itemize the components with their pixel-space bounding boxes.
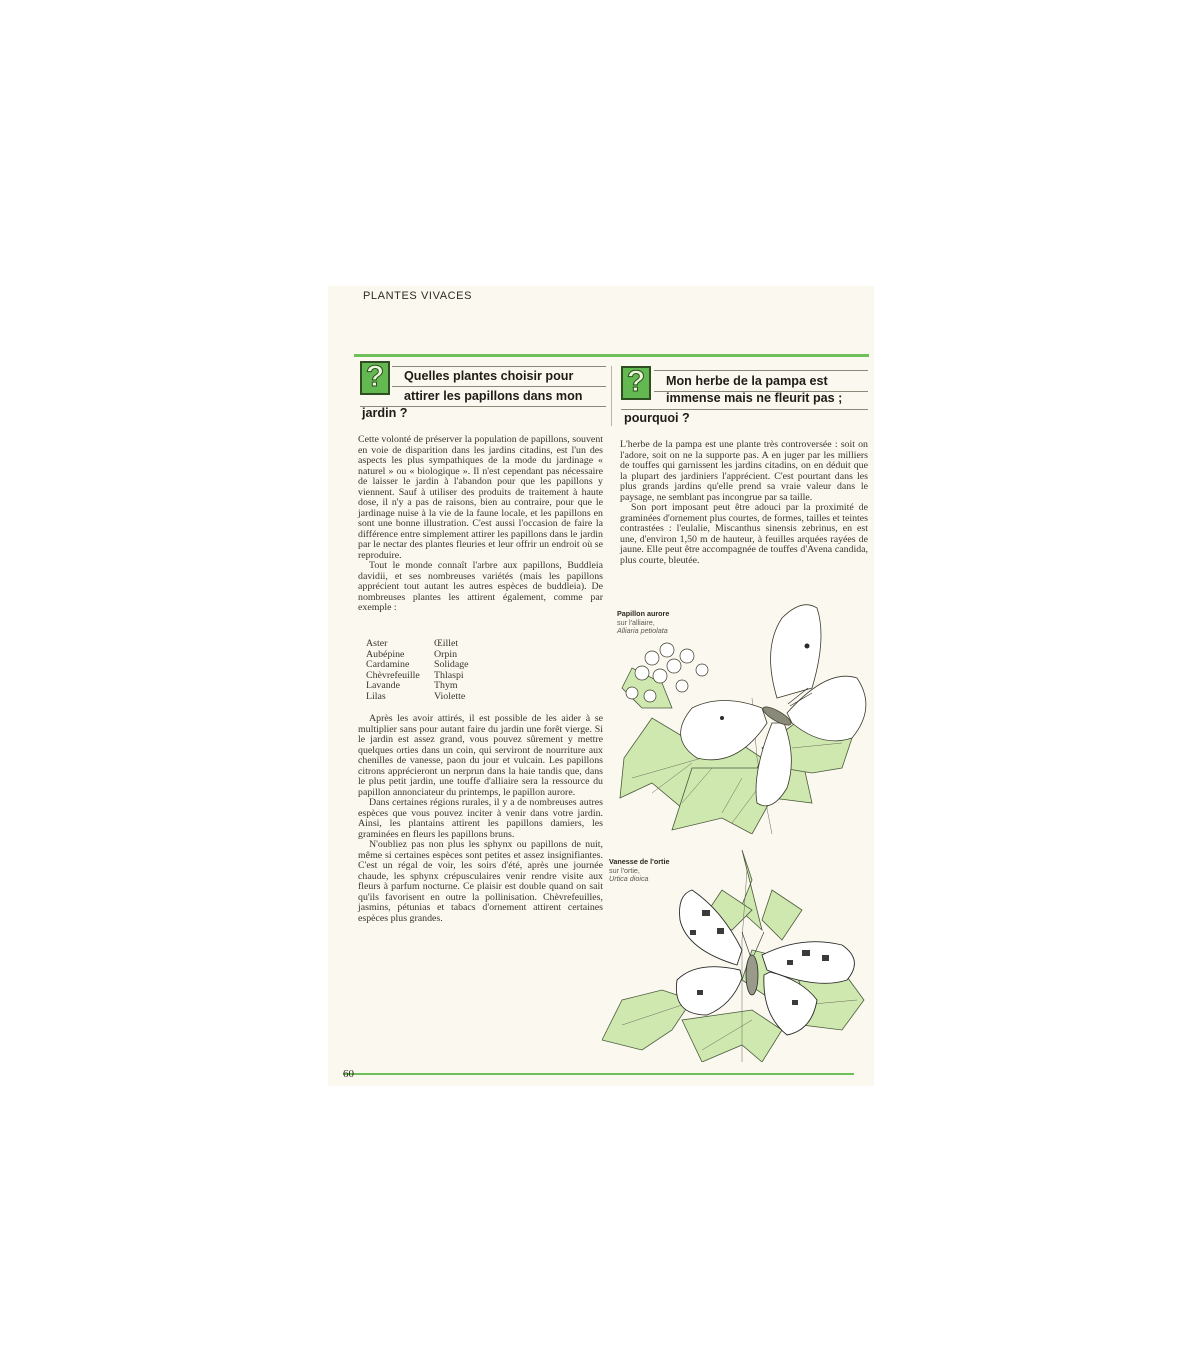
plant-item: Aster: [366, 638, 388, 649]
running-head: PLANTES VIVACES: [363, 290, 473, 302]
column-divider: [611, 366, 612, 426]
caption-papillon-aurore: Papillon aurore sur l'alliaire, Alliaria petiolata: [617, 609, 670, 635]
plant-item: Lilas: [366, 690, 386, 702]
caption-vanesse-ortie: Vanesse de l'ortie sur l'ortie, Urtica dioica: [609, 857, 670, 883]
plant-item: Aubépine: [366, 648, 405, 660]
right-column-body: [620, 440, 868, 566]
plant-list: [366, 639, 494, 703]
papillon-aurore-illustration: [612, 598, 874, 834]
right-question-title-line3: pourquoi ?: [624, 411, 690, 425]
right-question-title-line2: immense mais ne fleurit pas ;: [666, 391, 843, 405]
paragraph: Après les avoir attirés, il est possible de les aider à se multiplier sans pour autant faire du jardin une forêt vierge. Si le jardin est assez grand, vous pouvez sûrement y mettre quelques orties dans un coin, qui serviront de nourriture aux chenilles de vanesse, paon du jour et vulcain. Les papillons citrons apprécieront un nerprun dans la haie tandis que, dans le plus petit jardin, une touffe d'alliaire sera la ressource du papillon annonciateur du printemps, le papillon aurore.: [358, 713, 603, 798]
paragraph: Tout le monde connaît l'arbre aux papillons, Buddleia davidii, et ses nombreuses variétés (mais les papillons apprécient tout autant les autres espèces de buddleia). De nombreuses plantes les attirent également, comme par exemple :: [358, 560, 603, 613]
paragraph: N'oubliez pas non plus les sphynx ou papillons de nuit, même si certaines espèces sont petites et assez insignifiantes. C'est un régal de voir, les soirs d'été, après une journée chaude, les sphynx crépusculaires venir rendre visite aux fleurs à parfum nocturne. Ce plaisir est double quand on sait qu'ils favorisent en outre la pollinisation. Chèvrefeuilles, jasmins, pétunias et tabacs d'ornement attirent certaines espèces plus grandes.: [358, 839, 603, 924]
plant-item: Orpin: [434, 648, 458, 660]
plant-item: Solidage: [434, 659, 469, 671]
paragraph: Dans certaines régions rurales, il y a de nombreuses autres espèces que vous pouvez inciter à venir dans votre jardin. Ainsi, les plantains attirent les papillons damiers, les graminées en fleurs les papillons bruns.: [358, 797, 603, 840]
plant-item: Violette: [434, 690, 466, 702]
top-green-rule: [354, 354, 869, 357]
plant-item: Thlaspi: [434, 669, 464, 681]
right-question-title-line1: Mon herbe de la pampa est: [666, 374, 828, 388]
title-rule: [654, 370, 868, 371]
page-number: 60: [343, 1068, 354, 1080]
bottom-green-rule: [343, 1073, 854, 1075]
plant-item: Lavande: [366, 680, 400, 692]
plant-item: Chèvrefeuille: [366, 669, 420, 681]
left-question-title-line1: Quelles plantes choisir pour: [404, 369, 574, 383]
paragraph: Son port imposant peut être adouci par la proximité de graminées d'ornement plus courtes, de formes, tailles et teintes contrastées : l'eulalie, Miscanthus sinensis zebrinus, en est une, d'environ 1,50 m de hauteur, à feuilles arquées rayées de jaune. Elle peut être accompagnée de touffes d'Avena candida, plus courte, bleutée.: [620, 502, 868, 566]
left-column-body: [358, 435, 603, 614]
plant-item: Thym: [434, 680, 458, 692]
left-question-title-line2: attirer les papillons dans mon: [404, 389, 583, 403]
plant-item: Cardamine: [366, 659, 410, 671]
plant-item: Œillet: [434, 638, 459, 649]
vanesse-ortie-illustration: [602, 850, 874, 1062]
question-mark-icon: ?: [360, 361, 390, 395]
paragraph: Cette volonté de préserver la population de papillons, souvent en voie de disparition dans les jardins citadins, est l'un des aspects les plus sympathiques de la mode du jardinage « naturel » ou « biologique ». Il n'est cependant pas nécessaire de laisser le jardin à l'abandon pour que les papillons y viennent. Sauf à utiliser des produits de traitement à haute dose, il n'y a pas de raisons, bien au contraire, pour que le jardinage nuise à la vie de la faune locale, et les papillons en sont une bonne illustration. C'est aussi l'occasion de faire la différence entre simplement attirer les papillons dans le jardin par le nectar des plantes fleuries et leur offrir un endroit où se reproduire.: [358, 434, 603, 561]
left-column-body-continued: [358, 714, 603, 924]
question-mark-icon: ?: [621, 366, 651, 400]
left-question-title-line3: jardin ?: [362, 406, 408, 420]
paragraph: L'herbe de la pampa est une plante très controversée : soit on l'adore, soit on ne la supporte pas. A en juger par les milliers de touffes qui garnissent les jardins citadins, on en déduit que la plupart des jardiniers l'apprécient. C'est pourtant dans les plus grands jardins qu'elle prend sa vraie valeur dans le paysage, ne semblant pas incongrue par sa taille.: [620, 439, 868, 503]
